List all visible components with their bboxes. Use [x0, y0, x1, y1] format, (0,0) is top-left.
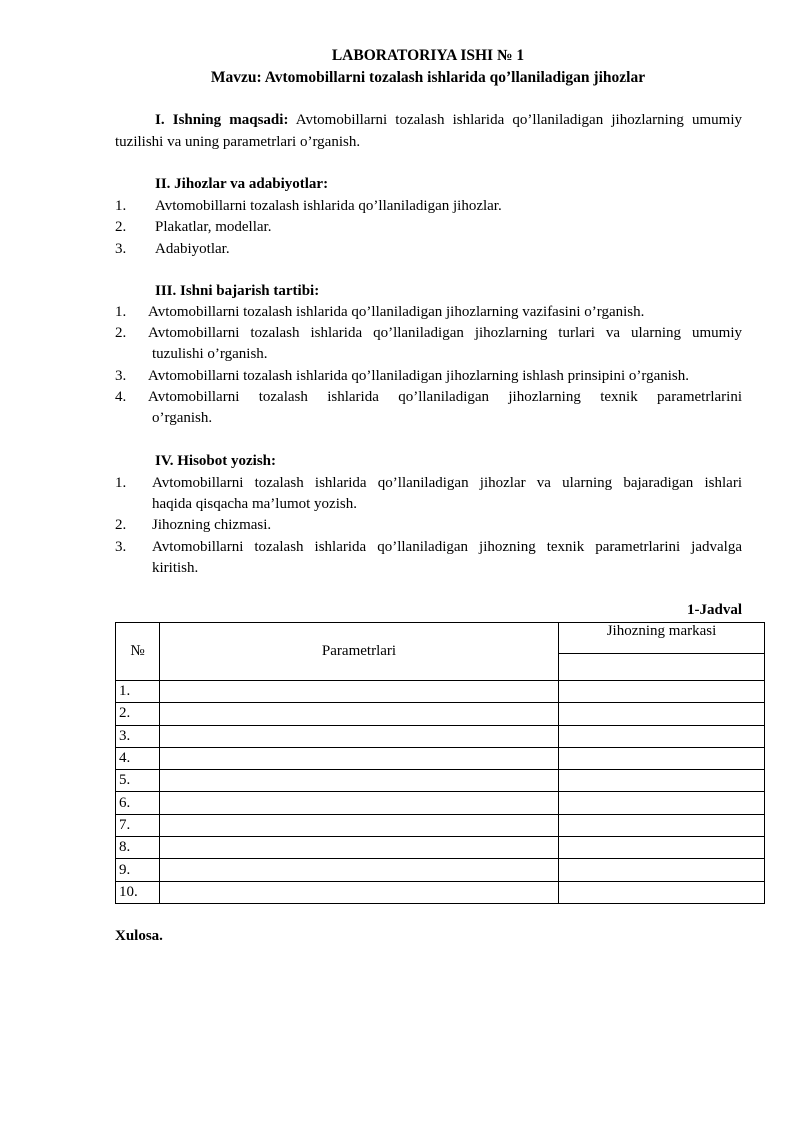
header-number: №	[116, 623, 160, 681]
list-item-number: 1.	[115, 198, 127, 214]
table-cell-empty	[160, 681, 559, 703]
conclusion-heading: Xulosa.	[115, 928, 163, 944]
list-item-number: 3.	[115, 241, 127, 257]
table-cell-empty	[160, 725, 559, 747]
table-cell-empty	[559, 859, 765, 881]
list-item-text: Avtomobillarni tozalash ishlarida qo’llaniladigan jihozlar va ularning bajaradigan ishlari	[152, 475, 742, 491]
table-row	[116, 703, 765, 725]
row-number: 5.	[116, 770, 160, 792]
section-1-line-1	[155, 112, 742, 129]
table-cell-empty	[160, 837, 559, 859]
table-cell-empty	[559, 654, 765, 681]
table-cell-empty	[160, 792, 559, 814]
row-number: 3.	[116, 725, 160, 747]
document-title: LABORATORIYA ISHI № 1	[331, 47, 525, 64]
section-1-line-2: tuzilishi va uning parametrlari o’rganish.	[115, 134, 361, 150]
table-row	[116, 792, 765, 814]
list-item-number: 3.	[115, 539, 127, 555]
section-1-text: Avtomobillarni tozalash ishlarida qo’llaniladigan jihozlarning umumiy	[288, 112, 743, 128]
header-equipment-brand: Jihozning markasi	[559, 623, 765, 654]
list-item-text: Avtomobillarni tozalash ishlarida qo’llaniladigan jihozlarning ishlash prinsipini o’rganish.	[148, 368, 690, 384]
row-number: 1.	[116, 681, 160, 703]
row-number: 2.	[116, 703, 160, 725]
section-1-heading: I. Ishning maqsadi:	[155, 112, 289, 128]
table-row	[116, 681, 765, 703]
row-number: 4.	[116, 747, 160, 769]
table-row	[116, 837, 765, 859]
table-cell-empty	[559, 792, 765, 814]
list-item-number: 1.	[115, 304, 127, 320]
table-cell-empty	[559, 770, 765, 792]
list-item-text: Jihozning chizmasi.	[152, 517, 272, 533]
table-row	[116, 747, 765, 769]
section-4-heading: IV. Hisobot yozish:	[155, 453, 276, 469]
parameters-table	[115, 622, 765, 904]
list-item-text: Avtomobillarni tozalash ishlarida qo’llaniladigan jihozlar.	[155, 198, 502, 214]
table-cell-empty	[559, 814, 765, 836]
table-row	[116, 725, 765, 747]
row-number: 7.	[116, 814, 160, 836]
list-item-number: 2.	[115, 325, 127, 341]
table-cell-empty	[559, 681, 765, 703]
table-cell-empty	[160, 814, 559, 836]
list-item-text: Avtomobillarni tozalash ishlarida qo’llaniladigan jihozlarning turlari va ularning umumiy	[148, 325, 742, 341]
list-item-text: Plakatlar, modellar.	[155, 219, 272, 235]
row-number: 10.	[116, 881, 160, 903]
header-parameters: Parametrlari	[160, 623, 559, 681]
list-item-text-continued: kiritish.	[152, 560, 199, 576]
row-number: 9.	[116, 859, 160, 881]
list-item-number: 2.	[115, 517, 127, 533]
table-cell-empty	[559, 837, 765, 859]
table-cell-empty	[160, 770, 559, 792]
row-number: 6.	[116, 792, 160, 814]
table-cell-empty	[160, 747, 559, 769]
table-cell-empty	[160, 859, 559, 881]
list-item-number: 4.	[115, 389, 127, 405]
table-row	[116, 859, 765, 881]
table-cell-empty	[160, 703, 559, 725]
document-subject: Mavzu: Avtomobillarni tozalash ishlarida qo’llaniladigan jihozlar	[210, 69, 646, 86]
row-number: 8.	[116, 837, 160, 859]
list-item-number: 3.	[115, 368, 127, 384]
list-item-text: Adabiyotlar.	[155, 241, 230, 257]
table-row	[116, 814, 765, 836]
list-item-text-continued: haqida qisqacha ma’lumot yozish.	[152, 496, 357, 512]
table-cell-empty	[559, 725, 765, 747]
list-item-number: 2.	[115, 219, 127, 235]
list-item-text-continued: o’rganish.	[152, 410, 213, 426]
table-header-row	[116, 623, 765, 654]
list-item-text: Avtomobillarni tozalash ishlarida qo’llaniladigan jihozlarning vazifasini o’rganish.	[148, 304, 645, 320]
list-item-number: 1.	[115, 475, 127, 491]
table-row	[116, 770, 765, 792]
list-item-text: Avtomobillarni tozalash ishlarida qo’llaniladigan jihozning texnik parametrlarini jadvalga	[152, 539, 742, 555]
section-3-heading: III. Ishni bajarish tartibi:	[155, 283, 320, 299]
table-cell-empty	[559, 703, 765, 725]
table-caption: 1-Jadval	[686, 602, 742, 618]
list-item-text: Avtomobillarni tozalash ishlarida qo’llaniladigan jihozlarning texnik parametrlarini	[148, 389, 742, 405]
table-cell-empty	[559, 747, 765, 769]
table-cell-empty	[559, 881, 765, 903]
table-row	[116, 881, 765, 903]
section-2-heading: II. Jihozlar va adabiyotlar:	[155, 176, 329, 192]
table-cell-empty	[160, 881, 559, 903]
list-item-text-continued: tuzulishi o’rganish.	[152, 346, 268, 362]
